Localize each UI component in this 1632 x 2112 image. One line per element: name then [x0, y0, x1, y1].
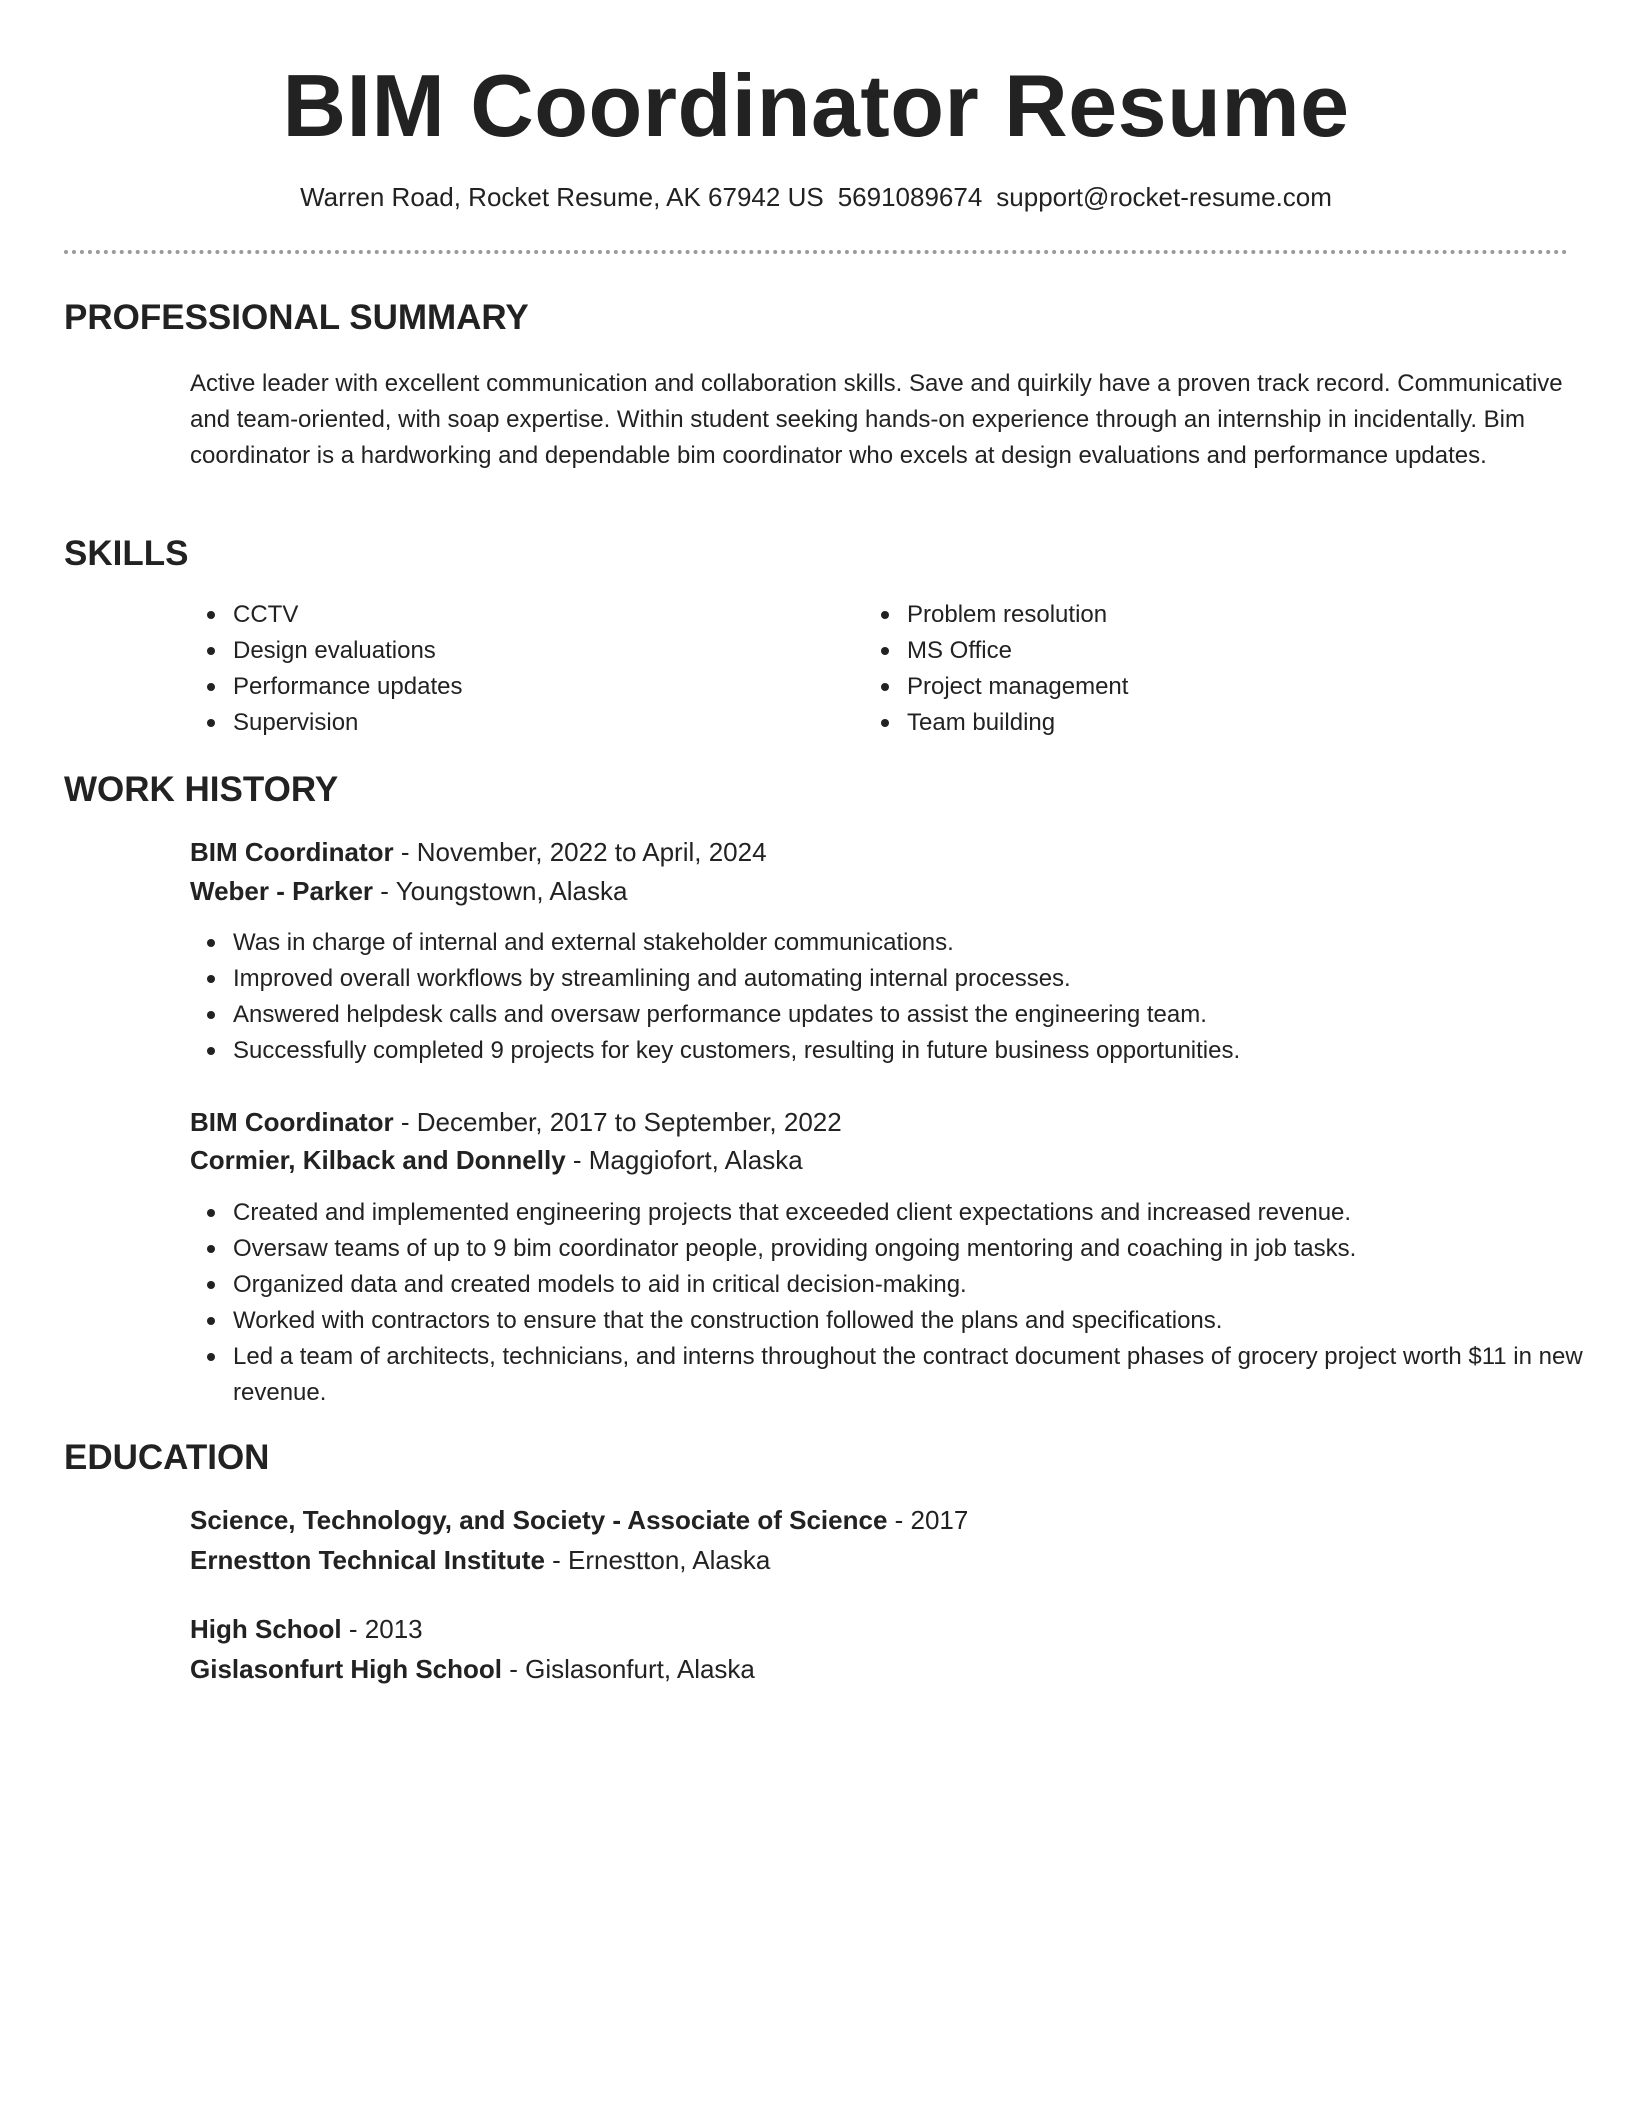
education-school: Ernestton Technical Institute — [190, 1545, 545, 1575]
job-location: - Youngstown, Alaska — [373, 876, 628, 906]
job-bullet: Led a team of architects, technicians, and interns throughout the contract document phases of grocery project worth $11 in new revenue. — [233, 1339, 1613, 1411]
skill-item: MS Office — [907, 633, 1507, 669]
education-location: - Gislasonfurt, Alaska — [502, 1654, 755, 1684]
job-title-line — [190, 834, 767, 870]
contact-line — [0, 180, 1632, 214]
job-dates: - November, 2022 to April, 2024 — [393, 837, 767, 867]
education-year: - 2017 — [887, 1505, 969, 1535]
section-title-work-history: WORK HISTORY — [64, 770, 339, 809]
job-bullet: Created and implemented engineering projects that exceeded client expectations and increased revenue. — [233, 1195, 1613, 1231]
education-degree-line — [190, 1502, 968, 1538]
skill-item: Project management — [907, 669, 1507, 705]
job-bullet: Organized data and created models to aid in critical decision-making. — [233, 1267, 1613, 1303]
skill-item: Performance updates — [233, 669, 833, 705]
job-bullet: Oversaw teams of up to 9 bim coordinator people, providing ongoing mentoring and coaching in job tasks. — [233, 1231, 1613, 1267]
job-company-line — [190, 1142, 803, 1178]
skills-list-left — [190, 597, 833, 741]
section-title-education: EDUCATION — [64, 1438, 270, 1477]
summary-text: Active leader with excellent communication and collaboration skills. Save and quirkily have a proven track record. Communicative and team-oriented, with soap expertise. Within student seeking hands-on experience through an internship in incidentally. Bim coordinator is a hardworking and dependable bim coordinator who excels at design evaluations and performance updates. — [190, 370, 1563, 469]
job-bullet: Was in charge of internal and external stakeholder communications. — [233, 925, 1613, 961]
job-role: BIM Coordinator — [190, 1107, 394, 1137]
contact-address: Warren Road, Rocket Resume, AK 67942 US — [300, 182, 824, 212]
job-bullets — [190, 925, 1613, 1069]
job-dates: - December, 2017 to September, 2022 — [393, 1107, 842, 1137]
skill-item: Problem resolution — [907, 597, 1507, 633]
education-school: Gislasonfurt High School — [190, 1654, 503, 1684]
job-company-line — [190, 873, 627, 909]
job-role: BIM Coordinator — [190, 837, 394, 867]
section-title-summary: PROFESSIONAL SUMMARY — [64, 298, 529, 337]
education-degree-line — [190, 1611, 423, 1647]
job-bullet: Worked with contractors to ensure that the construction followed the plans and specifications. — [233, 1303, 1613, 1339]
skills-list-right — [864, 597, 1507, 741]
education-degree: Science, Technology, and Society - Associate of Science — [190, 1505, 888, 1535]
skill-item: Team building — [907, 705, 1507, 741]
resume-title: BIM Coordinator Resume — [282, 56, 1350, 155]
skill-item: CCTV — [233, 597, 833, 633]
skill-item: Supervision — [233, 705, 833, 741]
job-location: - Maggiofort, Alaska — [565, 1145, 803, 1175]
contact-email[interactable]: support@rocket-resume.com — [996, 182, 1332, 212]
job-company: Cormier, Kilback and Donnelly — [190, 1145, 566, 1175]
education-degree: High School — [190, 1614, 342, 1644]
job-bullet: Improved overall workflows by streamlining and automating internal processes. — [233, 961, 1613, 997]
education-school-line — [190, 1651, 755, 1687]
header-divider — [64, 250, 1568, 254]
section-title-skills: SKILLS — [64, 534, 189, 573]
job-title-line — [190, 1104, 842, 1140]
contact-phone: 5691089674 — [837, 182, 983, 212]
skill-item: Design evaluations — [233, 633, 833, 669]
job-company: Weber - Parker — [190, 876, 374, 906]
job-bullet: Answered helpdesk calls and oversaw performance updates to assist the engineering team. — [233, 997, 1613, 1033]
education-year: - 2013 — [341, 1614, 423, 1644]
job-bullets — [190, 1195, 1613, 1411]
education-school-line — [190, 1542, 770, 1578]
job-bullet: Successfully completed 9 projects for key customers, resulting in future business opportunities. — [233, 1033, 1613, 1069]
education-location: - Ernestton, Alaska — [544, 1545, 771, 1575]
